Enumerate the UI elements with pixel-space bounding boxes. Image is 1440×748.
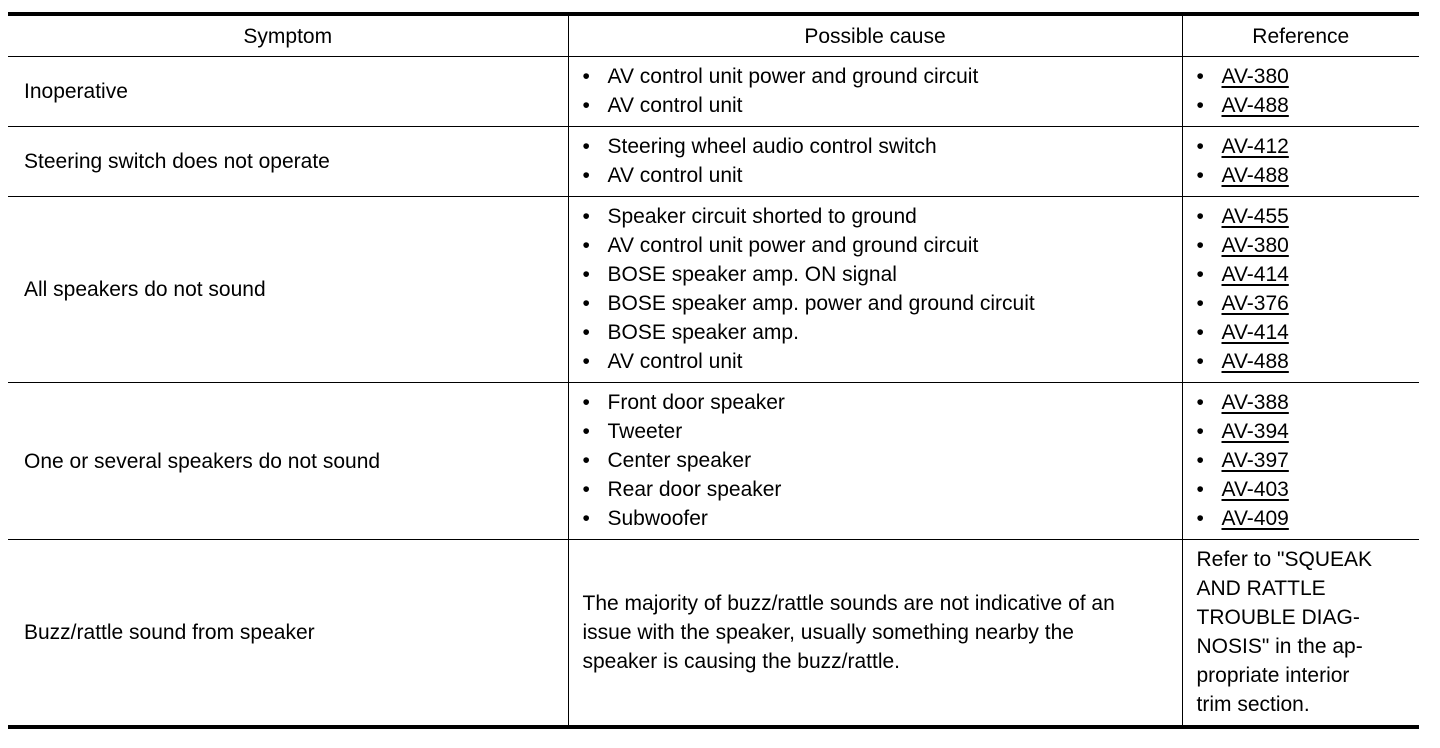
bullet-icon: • [1196,478,1204,501]
cause-text: Front door speaker [607,391,785,414]
reference-item [1197,132,1410,161]
reference-link[interactable]: AV-488 [1221,164,1289,187]
reference-link[interactable]: AV-412 [1221,135,1289,158]
reference-cell [1182,383,1419,540]
bullet-icon: • [1196,234,1204,257]
reference-link[interactable]: AV-488 [1221,94,1289,117]
reference-link[interactable]: AV-414 [1221,263,1289,286]
cause-paragraph-line: The majority of buzz/rattle sounds are not indicative of an [582,591,1115,615]
reference-link[interactable]: AV-488 [1221,350,1289,373]
bullet-icon: • [582,164,590,187]
reference-item [1197,318,1410,347]
cause-item [583,260,1172,289]
table-body [8,57,1419,728]
header-symptom: Symptom [243,24,333,48]
reference-link[interactable]: AV-380 [1221,65,1289,88]
bullet-icon: • [582,263,590,286]
cause-text: AV control unit power and ground circuit [607,65,979,88]
possible-cause-cell [568,57,1182,127]
reference-link[interactable]: AV-380 [1221,234,1289,257]
bullet-icon: • [1196,507,1204,530]
cause-item [583,446,1172,475]
bullet-icon: • [1196,350,1204,373]
table-row [8,197,1419,383]
reference-item [1197,446,1410,475]
cause-text: BOSE speaker amp. [607,321,799,344]
bullet-icon: • [1196,391,1204,414]
reference-cell [1182,127,1419,197]
cause-paragraph-line: speaker is causing the buzz/rattle. [582,649,901,673]
cause-text: AV control unit power and ground circuit [607,234,979,257]
cause-text: BOSE speaker amp. power and ground circuit [607,292,1035,315]
bullet-icon: • [582,292,590,315]
reference-note [1197,545,1410,719]
reference-list [1197,202,1410,376]
reference-link[interactable]: AV-455 [1221,205,1289,228]
bullet-icon: • [582,205,590,228]
reference-cell [1182,540,1419,728]
reference-item [1197,91,1410,120]
reference-link[interactable]: AV-388 [1221,391,1289,414]
reference-link[interactable]: AV-409 [1221,507,1289,530]
symptom-cell: All speakers do not sound [8,197,568,383]
bullet-icon: • [1196,135,1204,158]
cause-text: Steering wheel audio control switch [607,135,937,158]
possible-cause-cell [568,383,1182,540]
reference-note-line: Refer to "SQUEAK [1196,548,1373,571]
cause-text: Rear door speaker [607,478,782,501]
table-row [8,383,1419,540]
cause-item [583,504,1172,533]
reference-note-line: TROUBLE DIAG- [1196,606,1360,629]
bullet-icon: • [582,507,590,530]
bullet-icon: • [582,135,590,158]
symptom-cell: Inoperative [8,57,568,127]
reference-list [1197,132,1410,190]
cause-item [583,347,1172,376]
bullet-icon: • [1196,94,1204,117]
reference-cell [1182,197,1419,383]
bullet-icon: • [582,94,590,117]
header-reference: Reference [1182,14,1419,57]
bullet-icon: • [1196,449,1204,472]
cause-paragraph [583,589,1172,676]
header-possible-cause: Possible cause [568,14,1182,57]
cause-item [583,289,1172,318]
cause-text: Tweeter [607,420,683,443]
cause-paragraph-line: issue with the speaker, usually something nearby the [582,620,1074,644]
bullet-icon: • [582,65,590,88]
reference-item [1197,504,1410,533]
reference-item [1197,475,1410,504]
reference-item [1197,202,1410,231]
reference-note-line: AND RATTLE [1196,577,1326,600]
bullet-icon: • [1196,263,1204,286]
table-row [8,57,1419,127]
cause-list [583,388,1172,533]
cause-item [583,231,1172,260]
cause-text: AV control unit [607,350,743,373]
reference-link[interactable]: AV-397 [1221,449,1289,472]
cause-list [583,132,1172,190]
bullet-icon: • [582,478,590,501]
reference-link[interactable]: AV-394 [1221,420,1289,443]
bullet-icon: • [582,234,590,257]
cause-list [583,202,1172,376]
cause-text: Subwoofer [607,507,708,530]
bullet-icon: • [1196,205,1204,228]
symptom-cell: Buzz/rattle sound from speaker [8,540,568,728]
reference-link[interactable]: AV-376 [1221,292,1289,315]
reference-note-line: propriate interior [1196,664,1350,687]
bullet-icon: • [1196,164,1204,187]
reference-item [1197,161,1410,190]
cause-text: AV control unit [607,94,743,117]
cause-text: AV control unit [607,164,743,187]
reference-list [1197,388,1410,533]
bullet-icon: • [582,350,590,373]
bullet-icon: • [1196,321,1204,344]
symptom-cell: Steering switch does not operate [8,127,568,197]
reference-link[interactable]: AV-403 [1221,478,1289,501]
cause-item [583,318,1172,347]
reference-link[interactable]: AV-414 [1221,321,1289,344]
table-row [8,540,1419,728]
possible-cause-cell [568,540,1182,728]
bullet-icon: • [1196,420,1204,443]
bullet-icon: • [1196,65,1204,88]
cause-list [583,62,1172,120]
possible-cause-cell [568,197,1182,383]
bullet-icon: • [1196,292,1204,315]
cause-item [583,161,1172,190]
reference-item [1197,388,1410,417]
cause-item [583,202,1172,231]
header-row [8,14,1419,57]
cause-item [583,132,1172,161]
possible-cause-cell [568,127,1182,197]
symptom-cell: One or several speakers do not sound [8,383,568,540]
reference-note-line: trim section. [1196,693,1310,716]
reference-item [1197,231,1410,260]
bullet-icon: • [582,449,590,472]
cause-item [583,62,1172,91]
diagnosis-table-container [8,12,1419,729]
reference-item [1197,289,1410,318]
cause-item [583,388,1172,417]
cause-item [583,475,1172,504]
reference-item [1197,347,1410,376]
bullet-icon: • [582,391,590,414]
reference-item [1197,62,1410,91]
reference-cell [1182,57,1419,127]
bullet-icon: • [582,321,590,344]
reference-list [1197,62,1410,120]
cause-item [583,91,1172,120]
cause-item [583,417,1172,446]
cause-text: Center speaker [607,449,752,472]
reference-item [1197,260,1410,289]
reference-item [1197,417,1410,446]
cause-text: Speaker circuit shorted to ground [607,205,917,228]
symptom-table [8,12,1419,729]
cause-text: BOSE speaker amp. ON signal [607,263,897,286]
reference-note-line: NOSIS" in the ap- [1196,635,1363,658]
bullet-icon: • [582,420,590,443]
table-row [8,127,1419,197]
